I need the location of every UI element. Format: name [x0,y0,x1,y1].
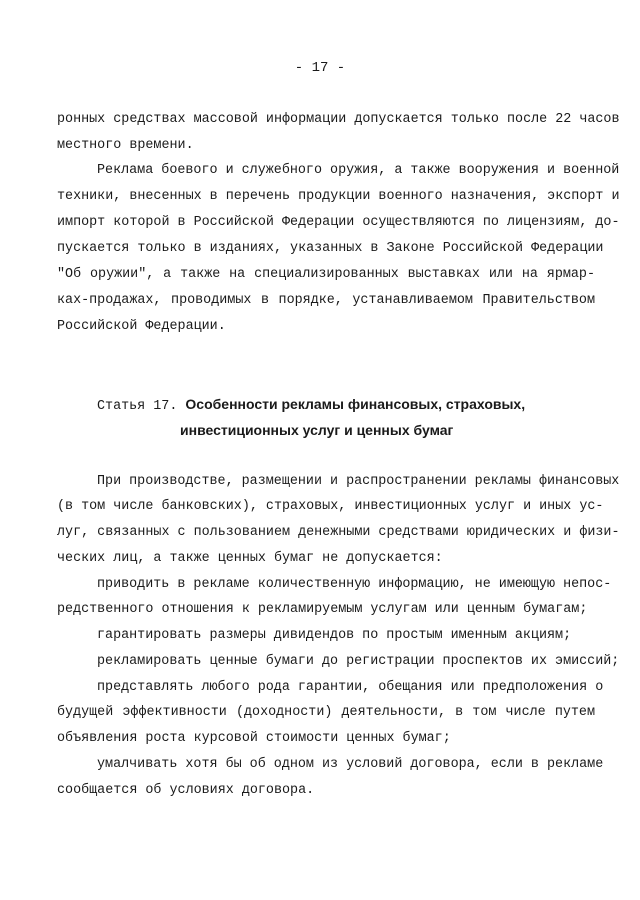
paragraph-2-line-6: ках-продажах, проводимых в порядке, устанавливаемом Правительством [57,293,595,308]
paragraph-2-line-5: "Об оружии", а также на специализированных выставках или на ярмар- [57,267,595,282]
list-item-1-line-1: приводить в рекламе количественную информацию, не имеющую непос- [97,577,612,592]
article-prefix: Статья 17. [97,399,178,414]
list-item-5-line-2: сообщается об условиях договора. [57,783,315,798]
list-item-3-line-1: рекламировать ценные бумаги до регистрации проспектов их эмиссий; [97,654,620,669]
list-item-1-line-2: редственного отношения к рекламируемым услугам или ценным бумагам; [57,602,588,617]
list-item-4-line-3: объявления роста курсовой стоимости ценных бумаг; [57,731,451,746]
list-item-4-line-1: представлять любого рода гарантии, обещания или предположения о [97,680,604,695]
paragraph-1-line-1: ронных средствах массовой информации допускается только после 22 часов [57,112,620,127]
paragraph-2-line-4: пускается только в изданиях, указанных в Законе Российской Федерации [57,241,604,256]
paragraph-3-line-2: (в том числе банковских), страховых, инвестиционных услуг и иных ус- [57,499,604,514]
paragraph-1-line-2: местного времени. [57,138,194,153]
paragraph-3-line-1: При производстве, размещении и распространении рекламы финансовых [97,474,620,489]
paragraph-2-line-3: импорт которой в Российской Федерации осуществляются по лицензиям, до- [57,215,620,230]
paragraph-2-line-7: Российской Федерации. [57,319,226,334]
paragraph-3-line-4: ческих лиц, а также ценных бумаг не допускается: [57,551,443,566]
list-item-4-line-2: будущей эффективности (доходности) деятельности, в том числе путем [57,705,595,720]
paragraph-3-line-3: луг, связанных с пользованием денежными средствами юридических и физи- [57,525,620,540]
article-title-part-2: инвестиционных услуг и ценных бумаг [180,422,454,438]
paragraph-2-line-1: Реклама боевого и служебного оружия, а также вооружения и военной [97,163,620,178]
list-item-2-line-1: гарантировать размеры дивидендов по простым именным акциям; [97,628,572,643]
list-item-5-line-1: умалчивать хотя бы об одном из условий договора, если в рекламе [97,757,604,772]
page-number: - 17 - [294,60,346,76]
paragraph-2-line-2: техники, внесенных в перечень продукции военного назначения, экспорт и [57,189,620,204]
article-title-part-1: Особенности рекламы финансовых, страховых, [185,396,526,412]
article-heading-line-1 [97,397,557,413]
